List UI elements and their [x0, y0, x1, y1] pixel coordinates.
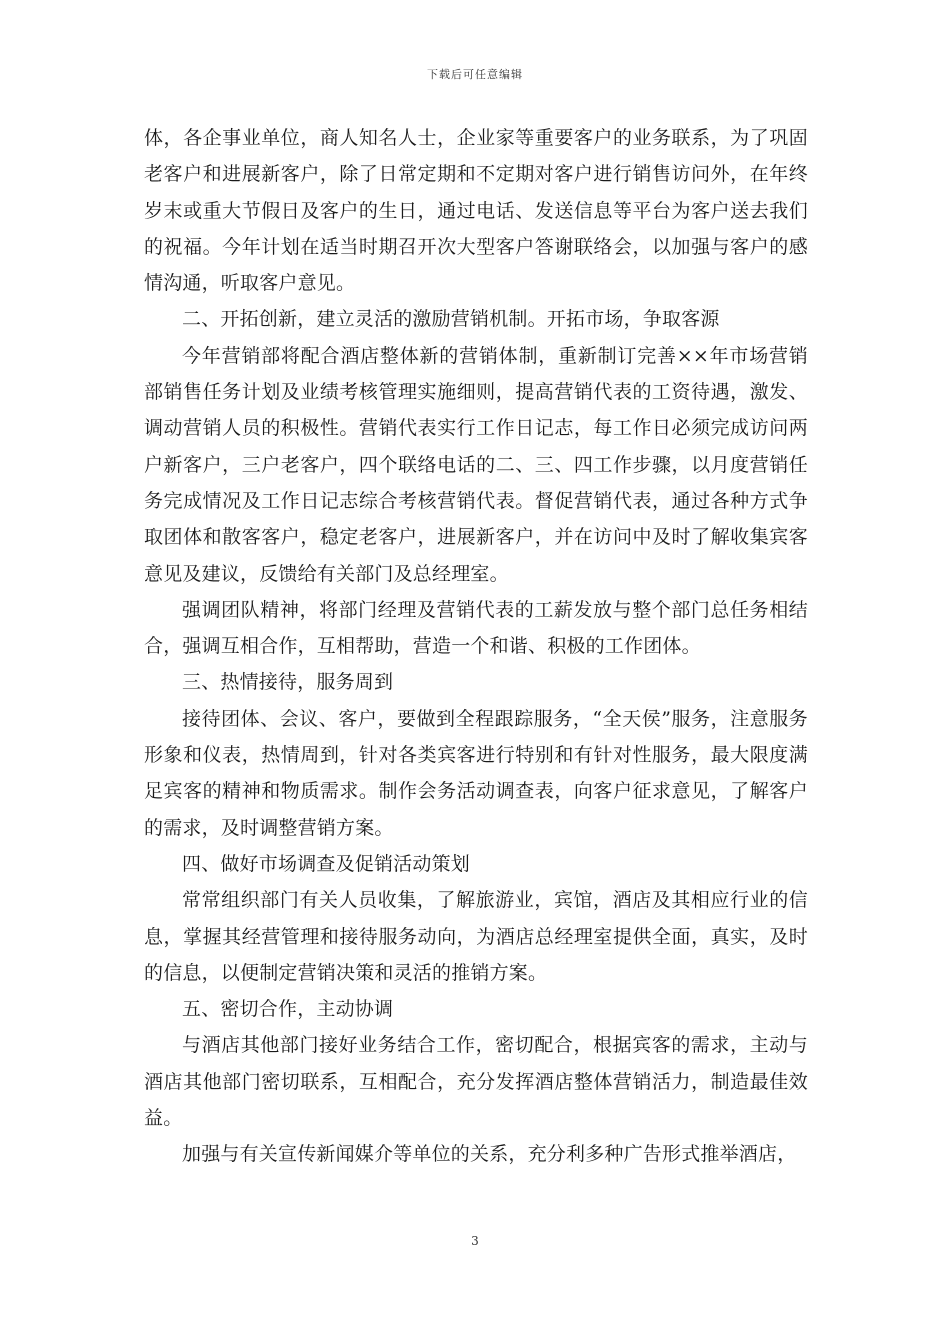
section-heading-4: 四、做好市场调查及促销活动策划 [182, 852, 471, 875]
paragraph-cooperation: 与酒店其他部门接好业务结合工作，密切配合，根据宾客的需求，主动与酒店其他部门密切联系，互相配合，充分发挥酒店整体营销活力，制造最佳效益。 [144, 1034, 808, 1130]
document-body [144, 120, 808, 1173]
section-heading-5: 五、密切合作，主动协调 [182, 998, 394, 1021]
section-heading-3: 三、热情接待，服务周到 [182, 671, 394, 694]
page-number: 3 [471, 1234, 479, 1248]
section-heading-2: 二、开拓创新，建立灵活的激励营销机制。开拓市场，争取客源 [182, 308, 720, 331]
paragraph-continuation: 体，各企事业单位，商人知名人士，企业家等重要客户的业务联系，为了巩固老客户和进展新客户，除了日常定期和不定期对客户进行销售访问外，在年终岁末或重大节假日及客户的生日，通过电话、发送信息等平台为客户送去我们的祝福。今年计划在适当时期召开次大型客户答谢联络会，以加强与客户的感情沟通，听取客户意见。 [144, 127, 808, 295]
paragraph-media-relations: 加强与有关宣传新闻媒介等单位的关系，充分利多种广告形式推举酒店， [182, 1143, 797, 1166]
paragraph-sales-system: 今年营销部将配合酒店整体新的营销体制，重新制订完善××年市场营销部销售任务计划及业绩考核管理实施细则，提高营销代表的工资待遇，激发、调动营销人员的积极性。营销代表实行工作日记志，每工作日必须完成访问两户新客户，三户老客户，四个联络电话的二、三、四工作步骤，以月度营销任务完成情况及工作日记志综合考核营销代表。督促营销代表，通过各种方式争取团体和散客客户，稳定老客户，进展新客户，并在访问中及时了解收集宾客意见及建议，反馈给有关部门及总经理室。 [144, 344, 808, 585]
page-header: 下载后可任意编辑 [427, 68, 523, 81]
paragraph-market-research: 常常组织部门有关人员收集，了解旅游业，宾馆，酒店及其相应行业的信息，掌握其经营管理和接待服务动向，为酒店总经理室提供全面，真实，及时的信息，以便制定营销决策和灵活的推销方案。 [144, 889, 808, 984]
paragraph-team-spirit: 强调团队精神，将部门经理及营销代表的工薪发放与整个部门总任务相结合，强调互相合作，互相帮助，营造一个和谐、积极的工作团体。 [144, 598, 808, 658]
paragraph-reception: 接待团体、会议、客户，要做到全程跟踪服务，“全天侯”服务，注意服务形象和仪表，热情周到，针对各类宾客进行特别和有针对性服务，最大限度满足宾客的精神和物质需求。制作会务活动调查表，向客户征求意见，了解客户的需求，及时调整营销方案。 [144, 707, 808, 839]
